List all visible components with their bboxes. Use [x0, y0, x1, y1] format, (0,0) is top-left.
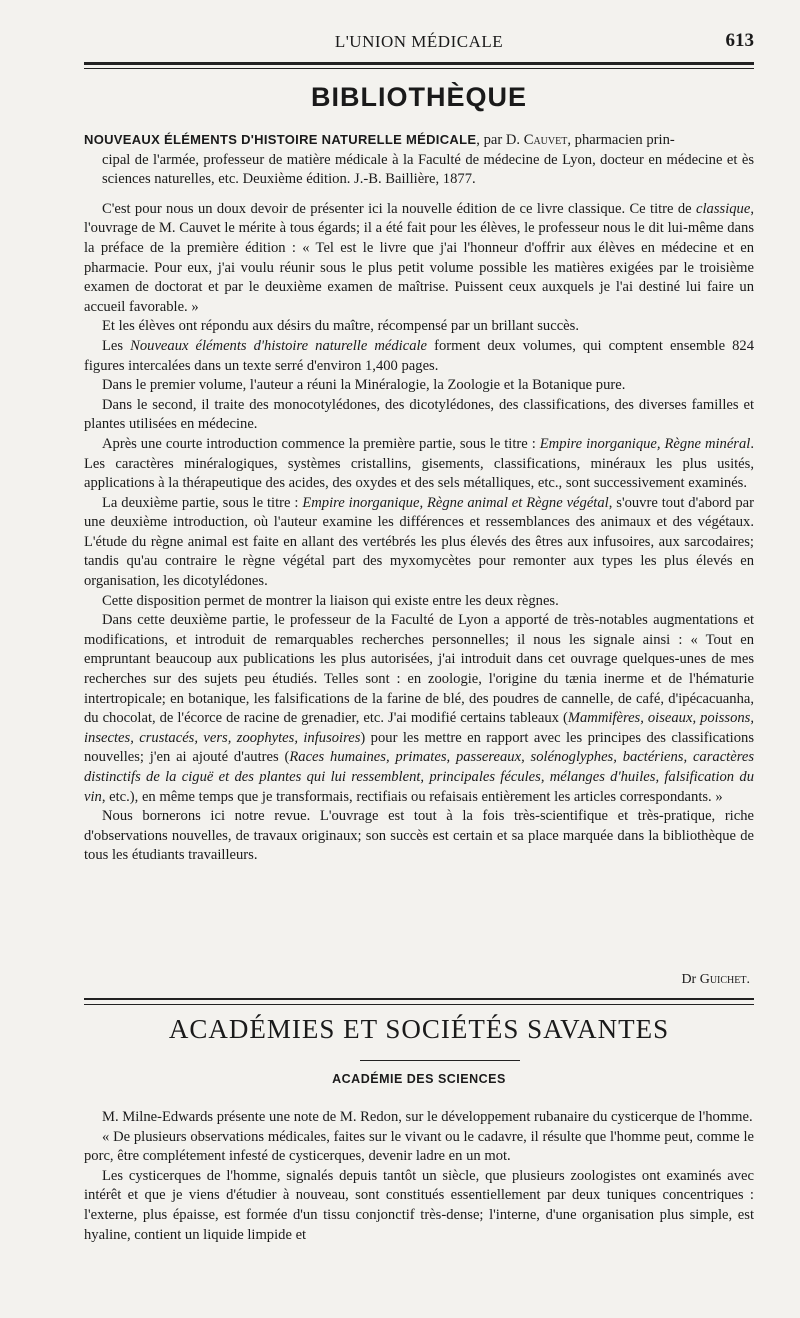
review-paragraph: Dans cette deuxième partie, le professeur de la Faculté de Lyon a apporté de très-notables augmentations et modifications, et introduit de remarquables recherches personnelles; il nous les signale ainsi : « Tout en empruntant beaucoup aux publications les plus autorisées, j'ai introduit dans cet ouvrage quelques-unes de mes recherches sur des sujets peu étudiés. Telles sont : en zoologie, l'origine du tænia inerme et de l'hématurie intertropicale; en botanique, les falsifications de la farine de blé, des poudres de cannelle, de café, d'ipécacuanha, du chocolat, de l'écorce de racine de grenadier, etc. J'ai modifié certains tableaux (Mammifères, oiseaux, poissons, insectes, crustacés, vers, zoophytes, infusoires) pour les mettre en rapport avec les principes des classifications nouvelles; j'en ai ajouté d'autres (Races humaines, primates, passereaux, solénoglyphes, bactériens, caractères distinctifs de la ciguë et des plantes qui lui ressemblent, principales fécules, mélanges d'huiles, falsification du vin, etc.), en même temps que je transformais, rectifiais ou refaisais entièrement les articles correspondants. »: [84, 612, 755, 805]
review-paragraph: Les Nouveaux éléments d'histoire naturelle médicale forment deux volumes, qui comptent ensemble 824 figures intercalées dans un texte serré d'environ 1,400 pages.: [84, 337, 754, 374]
book-title: NOUVEAUX ÉLÉMENTS D'HISTOIRE NATURELLE MÉDICALE: [84, 132, 477, 147]
academies-paragraph: Les cysticerques de l'homme, signalés depuis tantôt un siècle, que plusieurs zoologistes ont examinés avec intérêt et que je viens d'étudier à nouveau, sont constitués essentiellement par deux tuniques concentriques : l'externe, plus épaisse, est formée d'un tissu conjonctif très-dense; l'interne, d'une organisation plus simple, est hyaline, contient un liquide limpide et: [84, 1167, 754, 1243]
review-signature: Dr Guichet.: [681, 972, 750, 987]
page-number: 613: [725, 30, 754, 51]
review-paragraph: Dans le second, il traite des monocotylédones, des dicotylédones, des classifications, des diverses familles et plantes utilisées en médecine.: [84, 396, 754, 433]
section-title-academies: ACADÉMIES ET SOCIÉTÉS SAVANTES: [168, 1014, 670, 1044]
section-separator: [84, 998, 754, 1000]
review-paragraph: Nous bornerons ici notre revue. L'ouvrage est tout à la fois très-scientifique et très-pratique, riche d'observations nouvelles, de travaux originaux; son succès est certain et sa place marquée dans la bibliothèque de tous les étudiants travailleurs.: [84, 808, 754, 864]
subtitle-rule: [360, 1060, 520, 1061]
review-paragraph: Après une courte introduction commence la première partie, sous le titre : Empire inorganique, Règne minéral. Les caractères minéralogiques, systèmes cristallins, gisements, classifications, minéraux les plus usités, applications à la thérapeutique des acides, des oxydes et des sels métalliques, etc., sont successivement examinés.: [84, 435, 754, 492]
academies-paragraph: M. Milne-Edwards présente une note de M. Redon, sur le développement rubanaire du cysticerque de l'homme.: [102, 1109, 753, 1125]
section-title-bibliotheque: BIBLIOTHÈQUE: [310, 82, 527, 112]
academies-text: [84, 1108, 754, 1245]
subsection-title-academie-sciences: ACADÉMIE DES SCIENCES: [332, 1072, 506, 1086]
book-entry-details: cipal de l'armée, professeur de matière médicale à la Faculté de médecine de Lyon, docteur en médecine et ès sciences naturelles, etc. Deuxième édition. J.-B. Baillière, 1877.: [102, 151, 754, 188]
running-head: [84, 30, 754, 58]
header-rule-thin: [84, 68, 754, 69]
review-paragraph: C'est pour nous un doux devoir de présenter ici la nouvelle édition de ce livre classique. Ce titre de classique, l'ouvrage de M. Cauvet le mérite à tous égards; il a été fait pour les élèves, le professeur nous le dit lui-même dans la préface de la première édition : « Tel est le livre que j'ai l'honneur d'offrir aux élèves en médecine et en pharmacie. Pour eux, j'ai voulu réunir sous le plus petit volume possible les matières exigées par le troisième examen de doctorat et par le deuxième examen de maîtrise. Puissent ceux auxquels je l'ai destiné lui faire un accueil favorable. »: [84, 200, 754, 315]
book-entry-heading: NOUVEAUX ÉLÉMENTS D'HISTOIRE NATURELLE MÉDICALE, par D. Cauvet, pharmacien prin-: [84, 132, 675, 148]
review-paragraph: Dans le premier volume, l'auteur a réuni la Minéralogie, la Zoologie et la Botanique pure.: [102, 377, 626, 394]
review-paragraph: Et les élèves ont répondu aux désirs du maître, récompensé par un brillant succès.: [102, 318, 579, 335]
book-author: Cauvet: [523, 132, 568, 148]
running-title: L'UNION MÉDICALE: [334, 32, 504, 51]
book-entry: [84, 130, 754, 866]
section-separator-thin: [84, 1004, 754, 1005]
header-rule: [84, 62, 754, 65]
review-paragraph: La deuxième partie, sous le titre : Empire inorganique, Règne animal et Règne végétal, s'ouvre tout d'abord par une deuxième introduction, où l'auteur examine les différences et ressemblances des animaux et des végétaux. L'étude du règne animal est faite en allant des vertébrés les plus élevés des êtres aux infusoires, aux sarcodaires; tandis qu'au contraire le règne végétal part des myxomycètes pour remonter aux types les plus élevés en organisation, les dicotylédones.: [84, 494, 754, 590]
academies-paragraph: « De plusieurs observations médicales, faites sur le vivant ou le cadavre, il résulte que l'homme peut, comme le porc, être complétement infesté de cysticerques, devenir ladre en un mot.: [84, 1128, 754, 1165]
review-paragraph: Cette disposition permet de montrer la liaison qui existe entre les deux règnes.: [102, 592, 559, 609]
